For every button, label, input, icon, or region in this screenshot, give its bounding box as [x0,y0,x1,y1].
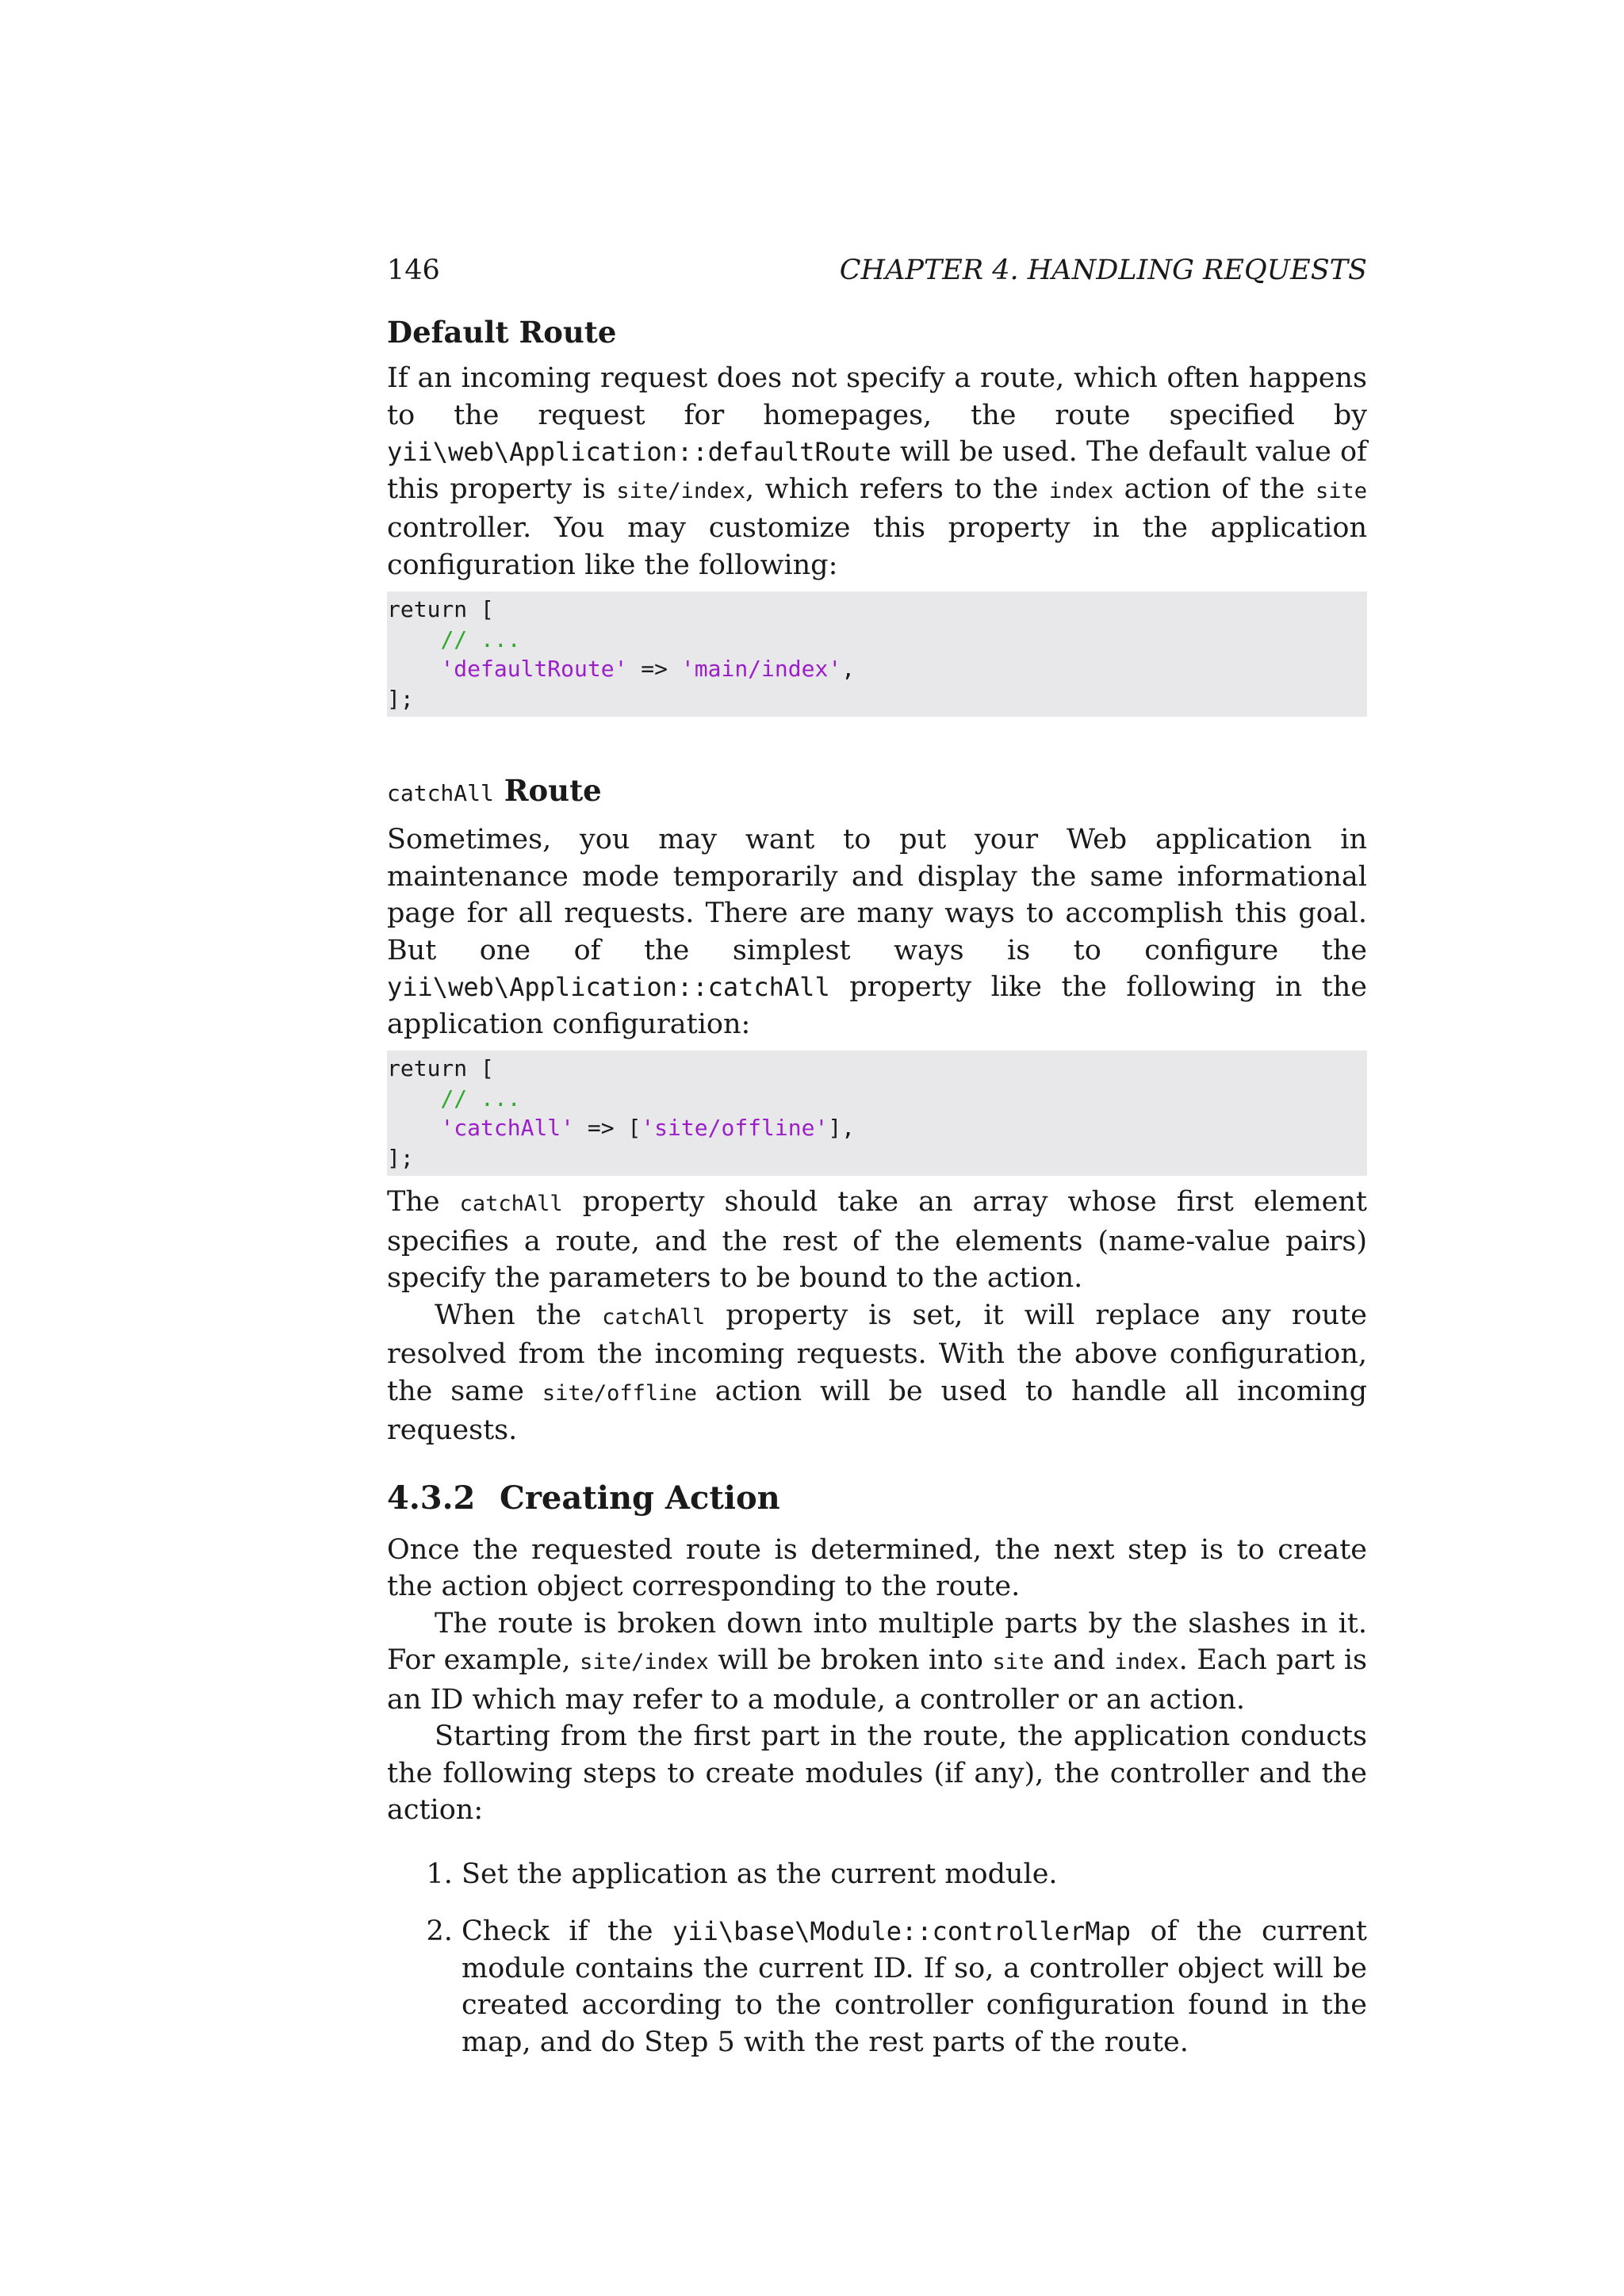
heading-default-route: Default Route [387,315,617,350]
text: . Each part is an ID which may refer to a module, a controller or an action. [387,1644,1367,1716]
code-inline: index [1114,1650,1179,1674]
heading-code: catchAll [387,780,494,806]
paragraph-catchall-set [387,1297,1367,1449]
page-number: 146 [387,254,440,286]
code-operator: => [627,656,681,682]
steps-list [387,1856,1367,2061]
paragraph-creating-action-3: Starting from the first part in the route, the application conducts the following steps to create modules (if any), the controller and the action: [387,1720,1367,1826]
code-punct: , [841,656,856,682]
running-header [387,252,1367,292]
step-text: Set the application as the current module. [462,1858,1058,1890]
code-inline: catchAll [602,1304,706,1330]
code-comment: // ... [440,626,521,652]
text: will be broken into [708,1644,993,1676]
code-comment: // ... [440,1085,521,1112]
code-inline: site [992,1650,1044,1674]
text: The [387,1186,460,1218]
section-number: 4.3.2 [387,1479,476,1517]
code-line: ]; [387,685,414,712]
list-item [462,1856,1367,1893]
paragraph-creating-action-2 [387,1605,1367,1719]
paragraph-creating-action-1: Once the requested route is determined, the next step is to create the action object corresponding to the route. [387,1533,1367,1602]
code-inline: yii\web\Application::defaultRoute [387,437,891,467]
book-page [387,252,1367,2081]
code-inline: yii\base\Module::controllerMap [672,1916,1131,1946]
code-block-default-route [387,591,1367,717]
code-punct: ], [828,1115,856,1141]
text: Check if the [462,1915,673,1947]
list-item [462,1913,1367,2061]
code-inline: catchAll [459,1192,563,1216]
text: will be used. The default value of this property is [387,436,1367,505]
text: , which refers to the [745,473,1049,505]
text: of the current module contains the current ID. If so, a controller object will be created according to the controller configuration found in the map, and do Step 5 with the rest parts of the route. [462,1915,1367,2058]
text: and [1044,1644,1115,1676]
text: property like the following in the application configuration: [387,971,1367,1040]
text: action of the [1113,473,1316,505]
text: property is set, it will replace any route resolved from the incoming requests. With the above configuration, the same [387,1299,1367,1407]
paragraph-default-route [387,360,1367,584]
text: If an incoming request does not specify a route, which often happens to the request for homepages, the route specified by [387,362,1367,431]
code-inline: index [1048,478,1114,503]
text: When the [435,1299,603,1331]
chapter-title: CHAPTER 4. HANDLING REQUESTS [839,254,1367,286]
paragraph-catchall-intro [387,821,1367,1043]
code-inline: yii\web\Application::catchAll [387,972,830,1002]
paragraph-catchall-array [387,1184,1367,1297]
code-inline: site/index [616,478,745,503]
code-line: ]; [387,1144,414,1171]
code-line: return [ [387,596,494,622]
spacer [387,717,1367,771]
code-inline: site/offline [542,1380,697,1406]
code-inline: site/index [580,1650,709,1674]
code-string-value: 'site/offline' [641,1115,829,1141]
text: controller. You may customize this property in the application configuration like the following: [387,512,1367,581]
code-line: return [ [387,1055,494,1081]
code-string-key: 'defaultRoute' [440,656,628,682]
section-title: Creating Action [500,1479,780,1517]
heading-catchall-route [387,771,1367,813]
heading-text: Route [504,773,602,808]
code-string-key: 'catchAll' [440,1115,575,1141]
code-inline: site [1315,478,1367,503]
code-string-value: 'main/index' [680,656,842,682]
text: The route is broken down into multiple parts by the slashes in it. For example, [387,1607,1367,1676]
section-heading-creating-action [387,1476,1367,1521]
text: Sometimes, you may want to put your Web application in maintenance mode temporarily and display the same informational page for all requests. There are many ways to accomplish this goal. But one of the simplest ways is to configure the [387,824,1367,966]
code-operator: => [ [574,1115,642,1141]
code-block-catchall [387,1050,1367,1176]
text: property should take an array whose first element specifies a route, and the rest of the elements (name-value pairs) specify the parameters to be bound to the action. [387,1186,1367,1294]
text: action will be used to handle all incoming requests. [387,1375,1367,1446]
